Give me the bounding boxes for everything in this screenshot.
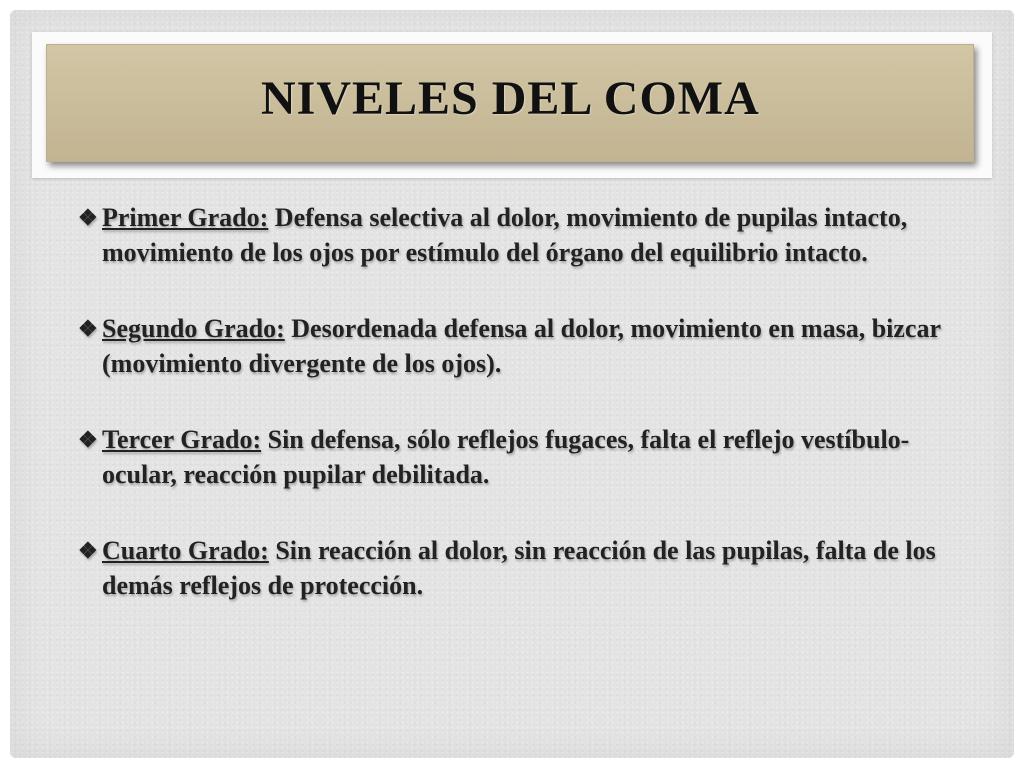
bullet-list <box>78 200 978 644</box>
grade-label: Cuarto Grado: <box>102 536 269 565</box>
title-frame <box>32 32 992 178</box>
diamond-bullet-icon: ❖ <box>78 205 98 230</box>
diamond-bullet-icon: ❖ <box>78 316 98 341</box>
title-box <box>46 44 974 162</box>
grade-label: Tercer Grado: <box>102 425 262 454</box>
bullet-item-tercer-grado <box>78 422 978 492</box>
slide-title: NIVELES DEL COMA <box>261 72 760 125</box>
bullet-item-segundo-grado <box>78 311 978 381</box>
grade-description: Defensa selectiva al dolor, movimiento de pupilas intacto, movimiento de los ojos por estímulo del órgano del equilibrio intacto. <box>102 203 908 267</box>
bullet-item-primer-grado <box>78 200 978 270</box>
diamond-bullet-icon: ❖ <box>78 538 98 563</box>
grade-label: Primer Grado: <box>102 203 269 232</box>
bullet-item-cuarto-grado <box>78 533 978 603</box>
grade-description: Sin defensa, sólo reflejos fugaces, falta el reflejo vestíbulo-ocular, reacción pupilar debilitada. <box>102 425 910 489</box>
grade-description: Desordenada defensa al dolor, movimiento en masa, bizcar (movimiento divergente de los ojos). <box>102 314 941 378</box>
grade-description: Sin reacción al dolor, sin reacción de las pupilas, falta de los demás reflejos de protección. <box>102 536 936 600</box>
diamond-bullet-icon: ❖ <box>78 427 98 452</box>
grade-label: Segundo Grado: <box>102 314 285 343</box>
slide <box>10 10 1014 758</box>
